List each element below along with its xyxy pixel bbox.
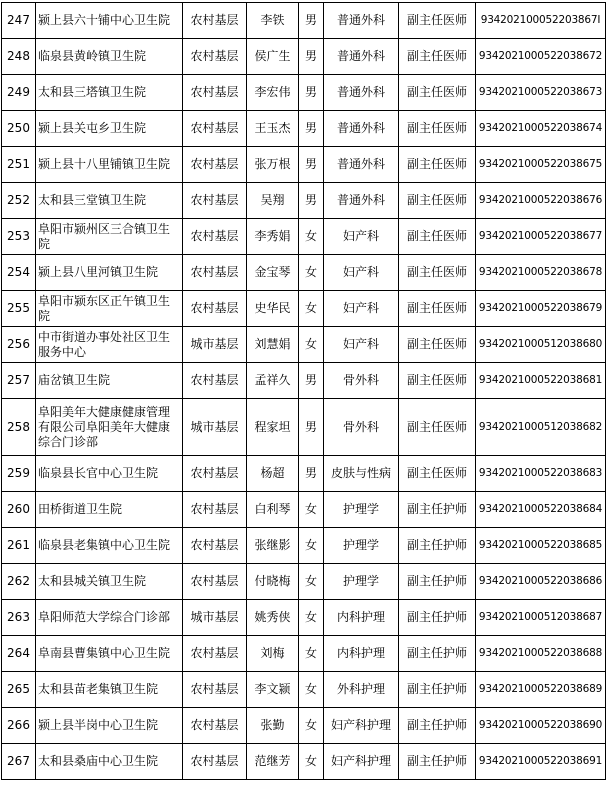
person-name-cell: 李秀娟 xyxy=(247,219,299,255)
title-cell: 副主任医师 xyxy=(399,3,476,39)
person-name-cell: 范继芳 xyxy=(247,744,299,780)
level-cell: 城市基层 xyxy=(183,399,247,456)
certificate-code-cell: 9342021000512038680 xyxy=(476,327,606,363)
certificate-code-cell: 9342021000522038676 xyxy=(476,183,606,219)
specialty-cell: 护理学 xyxy=(324,492,399,528)
specialty-cell: 普通外科 xyxy=(324,111,399,147)
row-number: 252 xyxy=(2,183,36,219)
sex-cell: 男 xyxy=(299,75,324,111)
row-number: 248 xyxy=(2,39,36,75)
level-cell: 农村基层 xyxy=(183,672,247,708)
certificate-code-cell: 9342021000522038674 xyxy=(476,111,606,147)
organization-cell: 庙岔镇卫生院 xyxy=(36,363,183,399)
level-cell: 城市基层 xyxy=(183,327,247,363)
certificate-code-cell: 9342021000522038675 xyxy=(476,147,606,183)
table-row xyxy=(2,327,606,363)
table-row xyxy=(2,600,606,636)
organization-cell: 太和县城关镇卫生院 xyxy=(36,564,183,600)
level-cell: 农村基层 xyxy=(183,708,247,744)
certificate-code-cell: 9342021000522038683 xyxy=(476,456,606,492)
title-cell: 副主任医师 xyxy=(399,111,476,147)
person-name-cell: 杨超 xyxy=(247,456,299,492)
table-row xyxy=(2,291,606,327)
row-number: 255 xyxy=(2,291,36,327)
title-cell: 副主任护师 xyxy=(399,600,476,636)
level-cell: 农村基层 xyxy=(183,255,247,291)
table-row xyxy=(2,672,606,708)
row-number: 250 xyxy=(2,111,36,147)
sex-cell: 男 xyxy=(299,39,324,75)
level-cell: 农村基层 xyxy=(183,492,247,528)
row-number: 259 xyxy=(2,456,36,492)
specialty-cell: 普通外科 xyxy=(324,147,399,183)
row-number: 251 xyxy=(2,147,36,183)
sex-cell: 女 xyxy=(299,528,324,564)
table-row xyxy=(2,492,606,528)
person-name-cell: 姚秀侠 xyxy=(247,600,299,636)
organization-cell: 颍上县八里河镇卫生院 xyxy=(36,255,183,291)
person-name-cell: 金宝琴 xyxy=(247,255,299,291)
specialty-cell: 妇产科 xyxy=(324,291,399,327)
sex-cell: 女 xyxy=(299,492,324,528)
title-cell: 副主任医师 xyxy=(399,39,476,75)
certificate-code-cell: 9342021000522038688 xyxy=(476,636,606,672)
level-cell: 城市基层 xyxy=(183,600,247,636)
level-cell: 农村基层 xyxy=(183,456,247,492)
level-cell: 农村基层 xyxy=(183,291,247,327)
specialty-cell: 妇产科 xyxy=(324,255,399,291)
organization-cell: 颍上县关屯乡卫生院 xyxy=(36,111,183,147)
title-cell: 副主任护师 xyxy=(399,744,476,780)
row-number: 265 xyxy=(2,672,36,708)
specialty-cell: 妇产科护理 xyxy=(324,744,399,780)
row-number: 266 xyxy=(2,708,36,744)
organization-cell: 阜阳市颍州区三合镇卫生院 xyxy=(36,219,183,255)
sex-cell: 女 xyxy=(299,291,324,327)
sex-cell: 女 xyxy=(299,327,324,363)
organization-cell: 太和县苗老集镇卫生院 xyxy=(36,672,183,708)
certificate-code-cell: 9342021000522038679 xyxy=(476,291,606,327)
specialty-cell: 普通外科 xyxy=(324,39,399,75)
specialty-cell: 妇产科 xyxy=(324,219,399,255)
sex-cell: 男 xyxy=(299,147,324,183)
organization-cell: 颍上县半岗中心卫生院 xyxy=(36,708,183,744)
person-name-cell: 程家坦 xyxy=(247,399,299,456)
specialty-cell: 内科护理 xyxy=(324,636,399,672)
title-cell: 副主任医师 xyxy=(399,255,476,291)
title-cell: 副主任护师 xyxy=(399,672,476,708)
title-cell: 副主任医师 xyxy=(399,147,476,183)
title-cell: 副主任医师 xyxy=(399,456,476,492)
row-number: 263 xyxy=(2,600,36,636)
certificate-code-cell: 934202100052203867I xyxy=(476,3,606,39)
certificate-code-cell: 9342021000512038687 xyxy=(476,600,606,636)
row-number: 261 xyxy=(2,528,36,564)
certificate-code-cell: 9342021000522038686 xyxy=(476,564,606,600)
organization-cell: 临泉县长官中心卫生院 xyxy=(36,456,183,492)
row-number: 256 xyxy=(2,327,36,363)
specialty-cell: 普通外科 xyxy=(324,183,399,219)
level-cell: 农村基层 xyxy=(183,564,247,600)
table-row xyxy=(2,75,606,111)
title-cell: 副主任医师 xyxy=(399,219,476,255)
sex-cell: 女 xyxy=(299,255,324,291)
certificate-code-cell: 9342021000522038678 xyxy=(476,255,606,291)
specialty-cell: 外科护理 xyxy=(324,672,399,708)
table-row xyxy=(2,456,606,492)
specialty-cell: 护理学 xyxy=(324,528,399,564)
person-name-cell: 孟祥久 xyxy=(247,363,299,399)
row-number: 249 xyxy=(2,75,36,111)
organization-cell: 颍上县十八里铺镇卫生院 xyxy=(36,147,183,183)
sex-cell: 女 xyxy=(299,600,324,636)
title-cell: 副主任护师 xyxy=(399,528,476,564)
table-row xyxy=(2,111,606,147)
person-name-cell: 刘慧娟 xyxy=(247,327,299,363)
organization-cell: 阜阳市颍东区正午镇卫生院 xyxy=(36,291,183,327)
title-cell: 副主任医师 xyxy=(399,183,476,219)
person-name-cell: 刘梅 xyxy=(247,636,299,672)
table-row xyxy=(2,708,606,744)
specialty-cell: 护理学 xyxy=(324,564,399,600)
certificate-code-cell: 9342021000522038672 xyxy=(476,39,606,75)
level-cell: 农村基层 xyxy=(183,39,247,75)
organization-cell: 太和县三塔镇卫生院 xyxy=(36,75,183,111)
person-name-cell: 白利琴 xyxy=(247,492,299,528)
person-name-cell: 张万根 xyxy=(247,147,299,183)
organization-cell: 阜南县曹集镇中心卫生院 xyxy=(36,636,183,672)
sex-cell: 男 xyxy=(299,456,324,492)
table-body xyxy=(2,3,606,780)
table-row xyxy=(2,528,606,564)
specialty-cell: 骨外科 xyxy=(324,363,399,399)
certificate-code-cell: 9342021000522038690 xyxy=(476,708,606,744)
row-number: 253 xyxy=(2,219,36,255)
title-cell: 副主任护师 xyxy=(399,636,476,672)
sex-cell: 女 xyxy=(299,708,324,744)
sex-cell: 男 xyxy=(299,399,324,456)
table-row xyxy=(2,636,606,672)
level-cell: 农村基层 xyxy=(183,744,247,780)
table-row xyxy=(2,147,606,183)
level-cell: 农村基层 xyxy=(183,363,247,399)
title-cell: 副主任医师 xyxy=(399,75,476,111)
row-number: 247 xyxy=(2,3,36,39)
row-number: 262 xyxy=(2,564,36,600)
level-cell: 农村基层 xyxy=(183,219,247,255)
specialty-cell: 骨外科 xyxy=(324,399,399,456)
certificate-code-cell: 9342021000522038681 xyxy=(476,363,606,399)
person-name-cell: 李文颍 xyxy=(247,672,299,708)
row-number: 257 xyxy=(2,363,36,399)
certificate-code-cell: 9342021000522038677 xyxy=(476,219,606,255)
person-name-cell: 王玉杰 xyxy=(247,111,299,147)
specialty-cell: 普通外科 xyxy=(324,3,399,39)
organization-cell: 阜阳美年大健康健康管理有限公司阜阳美年大健康综合门诊部 xyxy=(36,399,183,456)
table-row xyxy=(2,255,606,291)
specialty-cell: 普通外科 xyxy=(324,75,399,111)
sex-cell: 男 xyxy=(299,363,324,399)
sex-cell: 男 xyxy=(299,3,324,39)
sex-cell: 女 xyxy=(299,672,324,708)
organization-cell: 中市街道办事处社区卫生服务中心 xyxy=(36,327,183,363)
level-cell: 农村基层 xyxy=(183,3,247,39)
organization-cell: 太和县三堂镇卫生院 xyxy=(36,183,183,219)
certificate-code-cell: 9342021000522038673 xyxy=(476,75,606,111)
certificate-code-cell: 9342021000522038689 xyxy=(476,672,606,708)
title-cell: 副主任医师 xyxy=(399,291,476,327)
qualification-table xyxy=(1,2,606,780)
specialty-cell: 皮肤与性病 xyxy=(324,456,399,492)
title-cell: 副主任医师 xyxy=(399,363,476,399)
level-cell: 农村基层 xyxy=(183,111,247,147)
level-cell: 农村基层 xyxy=(183,183,247,219)
level-cell: 农村基层 xyxy=(183,75,247,111)
person-name-cell: 史华民 xyxy=(247,291,299,327)
table-row xyxy=(2,564,606,600)
table-row xyxy=(2,219,606,255)
sex-cell: 男 xyxy=(299,111,324,147)
table-row xyxy=(2,744,606,780)
specialty-cell: 内科护理 xyxy=(324,600,399,636)
table-row xyxy=(2,39,606,75)
specialty-cell: 妇产科 xyxy=(324,327,399,363)
certificate-code-cell: 9342021000522038684 xyxy=(476,492,606,528)
person-name-cell: 付晓梅 xyxy=(247,564,299,600)
organization-cell: 阜阳师范大学综合门诊部 xyxy=(36,600,183,636)
sex-cell: 女 xyxy=(299,219,324,255)
table-row xyxy=(2,183,606,219)
person-name-cell: 张继影 xyxy=(247,528,299,564)
title-cell: 副主任护师 xyxy=(399,492,476,528)
row-number: 260 xyxy=(2,492,36,528)
organization-cell: 太和县桑庙中心卫生院 xyxy=(36,744,183,780)
sex-cell: 女 xyxy=(299,564,324,600)
person-name-cell: 李铁 xyxy=(247,3,299,39)
organization-cell: 颍上县六十铺中心卫生院 xyxy=(36,3,183,39)
organization-cell: 临泉县黄岭镇卫生院 xyxy=(36,39,183,75)
table-row xyxy=(2,399,606,456)
row-number: 264 xyxy=(2,636,36,672)
certificate-code-cell: 9342021000522038685 xyxy=(476,528,606,564)
title-cell: 副主任护师 xyxy=(399,708,476,744)
table-row xyxy=(2,3,606,39)
sex-cell: 男 xyxy=(299,183,324,219)
sex-cell: 女 xyxy=(299,636,324,672)
row-number: 258 xyxy=(2,399,36,456)
person-name-cell: 吴翔 xyxy=(247,183,299,219)
organization-cell: 田桥街道卫生院 xyxy=(36,492,183,528)
certificate-code-cell: 9342021000522038691 xyxy=(476,744,606,780)
level-cell: 农村基层 xyxy=(183,528,247,564)
title-cell: 副主任医师 xyxy=(399,399,476,456)
level-cell: 农村基层 xyxy=(183,147,247,183)
sex-cell: 女 xyxy=(299,744,324,780)
level-cell: 农村基层 xyxy=(183,636,247,672)
row-number: 267 xyxy=(2,744,36,780)
certificate-code-cell: 9342021000512038682 xyxy=(476,399,606,456)
table-row xyxy=(2,363,606,399)
organization-cell: 临泉县老集镇中心卫生院 xyxy=(36,528,183,564)
title-cell: 副主任护师 xyxy=(399,564,476,600)
row-number: 254 xyxy=(2,255,36,291)
person-name-cell: 张勤 xyxy=(247,708,299,744)
title-cell: 副主任医师 xyxy=(399,327,476,363)
person-name-cell: 李宏伟 xyxy=(247,75,299,111)
specialty-cell: 妇产科护理 xyxy=(324,708,399,744)
person-name-cell: 侯广生 xyxy=(247,39,299,75)
